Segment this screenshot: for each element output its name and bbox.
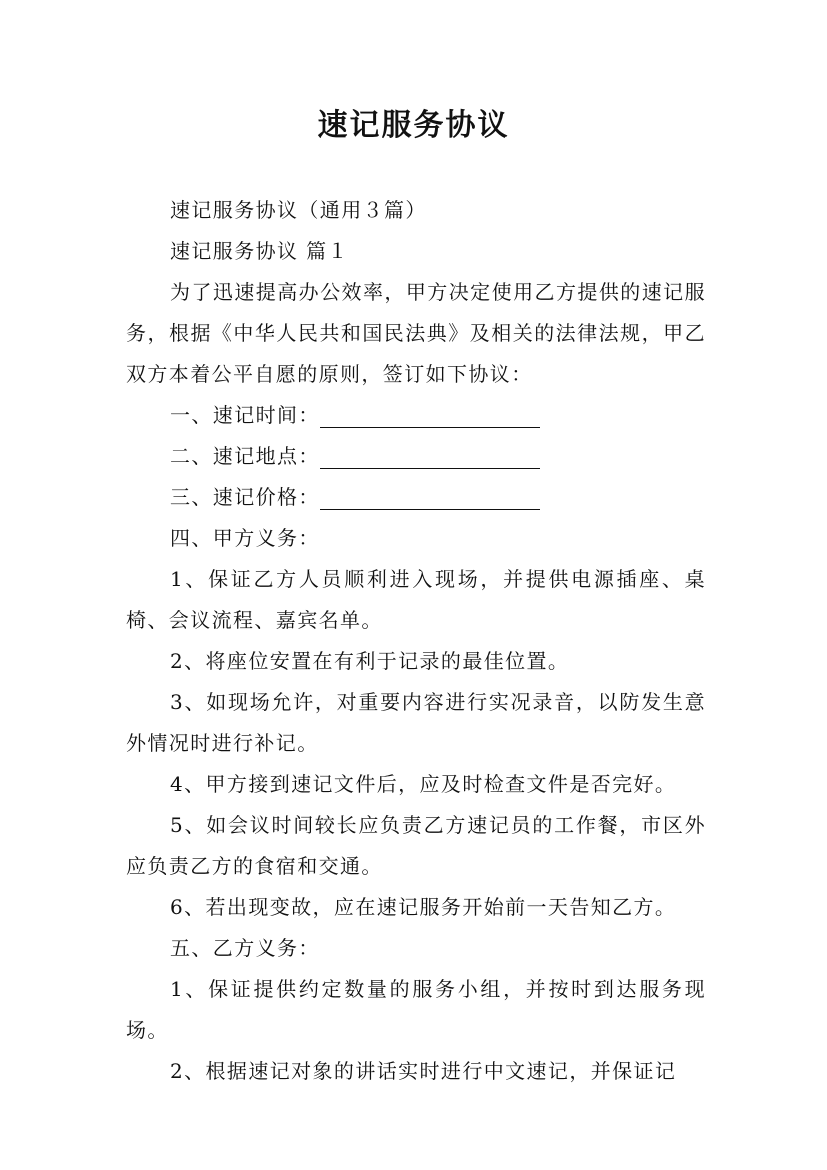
- location-field-label: 二、速记地点：: [170, 444, 320, 468]
- section-heading: 速记服务协议 篇１: [170, 239, 349, 263]
- party-a-duty-6: 6、若出现变故，应在速记服务开始前一天告知乙方。: [170, 895, 677, 919]
- party-a-duty-5: 5、如会议时间较长应负责乙方速记员的工作餐，市区外应负责乙方的食宿和交通。: [126, 813, 706, 878]
- document-body: [126, 190, 706, 1092]
- price-field-row: [126, 477, 706, 518]
- party-a-duty-4: 4、甲方接到速记文件后，应及时检查文件是否完好。: [170, 772, 677, 796]
- location-fill-blank: [320, 438, 540, 469]
- party-a-duty-2: 2、将座位安置在有利于记录的最佳位置。: [170, 649, 570, 673]
- party-b-duties-heading: 五、乙方义务：: [170, 936, 320, 960]
- time-fill-blank: [320, 397, 540, 428]
- party-b-duty-2: 2、根据速记对象的讲话实时进行中文速记，并保证记: [170, 1059, 677, 1083]
- price-fill-blank: [320, 479, 540, 510]
- time-field-row: [126, 395, 706, 436]
- party-a-duty-3: 3、如现场允许，对重要内容进行实况录音，以防发生意外情况时进行补记。: [126, 690, 706, 755]
- intro-paragraph: 为了迅速提高办公效率，甲方决定使用乙方提供的速记服务，根据《中华人民共和国民法典》及相关的法律法规，甲乙双方本着公平自愿的原则，签订如下协议：: [126, 280, 706, 386]
- price-field-label: 三、速记价格：: [170, 485, 320, 509]
- party-a-duty-1: 1、保证乙方人员顺利进入现场，并提供电源插座、桌椅、会议流程、嘉宾名单。: [126, 567, 706, 632]
- document-title: 速记服务协议: [317, 108, 510, 143]
- location-field-row: [126, 436, 706, 477]
- party-b-duty-1: 1、保证提供约定数量的服务小组，并按时到达服务现场。: [126, 977, 706, 1042]
- subtitle-paragraph: 速记服务协议（通用３篇）: [170, 198, 427, 222]
- party-a-duties-heading: 四、甲方义务：: [170, 526, 320, 550]
- time-field-label: 一、速记时间：: [170, 403, 320, 427]
